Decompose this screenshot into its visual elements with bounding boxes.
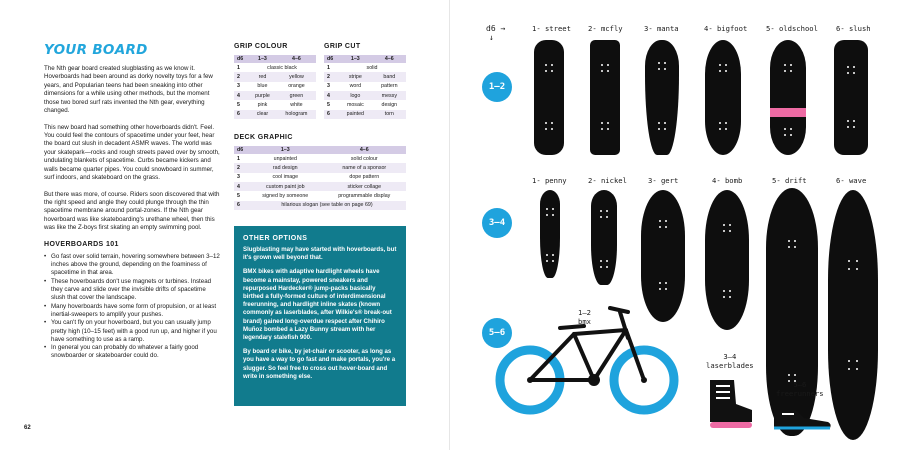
board-bomb-deck	[705, 190, 749, 330]
board-drift-deck	[766, 188, 818, 436]
bullet-item: • Go fast over solid terrain, hovering somewhere between 3–12 inches above the ground, depending on the foaminess of spacetime in that area.	[44, 253, 220, 278]
table-cell: 6	[234, 110, 248, 119]
hoverboards-bullet-list	[44, 253, 220, 361]
table-row	[234, 100, 316, 109]
table-cell: stripe	[338, 72, 373, 81]
table-cell: 5	[234, 100, 248, 109]
table-cell: 6	[324, 110, 338, 119]
table-header: d6	[234, 55, 248, 63]
table-cell: cool image	[248, 173, 323, 182]
intro-paragraph-1: The Nth gear board created slugblasting as we know it. Hoverboards had been around as dorky novelty toys for a few years, and Popularian teens had been sneaking into other dimensions for a while using other methods, but the moment those two bored surf rats invented the Nth gear, everything changed.	[44, 65, 213, 115]
table-row	[234, 110, 316, 119]
table-row	[234, 201, 406, 210]
table-cell: word	[338, 82, 373, 91]
board-label-drift: 5- drift	[772, 176, 807, 185]
table-cell: band	[373, 72, 406, 81]
table-header: d6	[324, 55, 338, 63]
grip-colour-table	[234, 43, 316, 119]
table-cell: green	[277, 91, 316, 100]
table-cell: white	[277, 100, 316, 109]
table-row	[324, 72, 406, 81]
freerunners-label-text: 5–6 freerunners	[776, 380, 824, 398]
d6-marker-label: d6 →	[486, 24, 506, 33]
table-header: 1–3	[338, 55, 373, 63]
table-cell: red	[248, 72, 277, 81]
table-cell: design	[373, 100, 406, 109]
table-row	[324, 63, 406, 72]
table-cell: purple	[248, 91, 277, 100]
table-row	[234, 82, 316, 91]
table-cell: 5	[324, 100, 338, 109]
table-cell: 4	[234, 182, 248, 191]
table-cell: 3	[324, 82, 338, 91]
bullet-item: • Many hoverboards have some form of propulsion, or at least inertial-sweepers to amplify your pushes.	[44, 303, 220, 320]
board-label-slush: 6- slush	[836, 24, 871, 33]
board-oldschool-deck	[770, 40, 806, 155]
intro-paragraph-2: This new board had something other hoverboards didn't. Feel. You could feel the contours of spacetime under your feet, hear the board cut slush in decadent ASMR waves. The world was your skatepark—rocks and rough streets paved over by smooth, undulating blankets of spacetime. Curbs became kickers and walls became quarter pipes. You could snowboard in summer, surf indoors, and skateboard on the grass.	[44, 123, 220, 182]
table-row	[234, 72, 316, 81]
table-cell: unpainted	[248, 154, 323, 163]
d6-marker	[486, 24, 505, 42]
table-header: 4–6	[373, 55, 406, 63]
board-label-bigfoot: 4- bigfoot	[704, 24, 748, 33]
intro-paragraph-3: But there was more, of course. Riders soon discovered that with the right speed and angle they could plunge through the thin spacetime membrane around portal-zones. If the Nth gear hoverboard was like skateboarding's urethane wheel, then this was like the Z-boys first skating an empty swimming pool.	[44, 190, 220, 232]
board-label-street: 1- street	[532, 24, 571, 33]
laserblades-label	[706, 352, 754, 370]
down-arrow-icon: ↓	[489, 33, 494, 42]
table-cell: name of a sponsor	[323, 163, 406, 172]
right-page	[450, 0, 900, 450]
table-cell: torn	[373, 110, 406, 119]
table-cell: 3	[234, 173, 248, 182]
other-options-title: OTHER OPTIONS	[243, 235, 308, 242]
table-row	[324, 82, 406, 91]
table-row	[234, 173, 406, 182]
table-cell: dope pattern	[323, 173, 406, 182]
table-row	[234, 154, 406, 163]
table-cell: hilarious slogan (see table on page 69)	[248, 201, 406, 210]
table-cell: custom paint job	[248, 182, 323, 191]
table-row	[324, 91, 406, 100]
table-cell: yellow	[277, 72, 316, 81]
grip-stripe-pink	[770, 108, 806, 117]
row-circle-5-6: 5–6	[482, 318, 512, 348]
table-cell: sticker collage	[323, 182, 406, 191]
bullet-item: • You can't fly on your hoverboard, but you can usually jump pretty high (10–15 feet) with a good run up, and higher if you have something to use as a ramp.	[44, 319, 220, 344]
row-circle-3-4: 3–4	[482, 208, 512, 238]
board-label-bomb: 4- bomb	[712, 176, 743, 185]
deck-graphic-table	[234, 134, 406, 210]
table-cell: 1	[324, 63, 338, 72]
table-cell: programmable display	[323, 191, 406, 200]
table-row	[324, 110, 406, 119]
table-row	[234, 91, 316, 100]
board-label-manta: 3- manta	[644, 24, 679, 33]
table-cell: solid	[338, 63, 406, 72]
bmx-label	[578, 308, 591, 326]
table-cell: 3	[234, 82, 248, 91]
other-options-box	[234, 226, 406, 406]
table-row	[234, 163, 406, 172]
table-cell: hologram	[277, 110, 316, 119]
table-cell: 4	[234, 91, 248, 100]
table-row	[234, 191, 406, 200]
other-options-paragraph-2: BMX bikes with adaptive hardlight wheels have become a mainstay, powered sneakers and repurposed Hardecker® jump-packs basically birthed a fully-formed culture of interdimensional freerunning, and hardlight inline skates (known commonly as laserblades, after Wilkie's® break-out brand) gained long-overdue respect after Chihiro Muñoz bombed a Lazy Bunny stream with her legendary stalefish 900.	[243, 268, 392, 342]
board-penny-deck	[540, 190, 560, 278]
table-row	[234, 182, 406, 191]
table-cell: 1	[234, 63, 248, 72]
board-label-wave: 6- wave	[836, 176, 867, 185]
table-cell: pattern	[373, 82, 406, 91]
bullet-item: • These hoverboards don't use magnets or turbines. Instead they carve and slide over the invisible drifts of spacetime slush that cover the landscape.	[44, 278, 220, 303]
table-cell: 5	[234, 191, 248, 200]
table-cell: signed by someone	[248, 191, 323, 200]
table-title: GRIP COLOUR	[234, 43, 288, 50]
grip-cut-table	[324, 43, 406, 119]
hoverboards-101-heading: HOVERBOARDS 101	[44, 240, 119, 248]
board-label-mcfly: 2- mcfly	[588, 24, 623, 33]
board-slush-deck	[834, 40, 868, 155]
table-cell: pink	[248, 100, 277, 109]
table-cell: clear	[248, 110, 277, 119]
board-mcfly-deck	[590, 40, 620, 155]
table-cell: solid colour	[323, 154, 406, 163]
table-cell: blue	[248, 82, 277, 91]
table-cell: orange	[277, 82, 316, 91]
table-cell: 2	[234, 72, 248, 81]
other-options-paragraph-3: By board or bike, by jet-chair or scooter, as long as you have a way to go fast and make portals, you're a slugger. So feel free to cross out hover-board and write in something else.	[243, 348, 396, 380]
table-cell: 6	[234, 201, 248, 210]
laserblades-illustration	[704, 376, 758, 430]
board-nickel-deck	[591, 190, 617, 285]
row-circle-1-2: 1–2	[482, 72, 512, 102]
table-cell: 4	[324, 91, 338, 100]
intro-column	[44, 42, 220, 361]
table-header: d6	[234, 146, 248, 154]
board-label-gert: 3- gert	[648, 176, 679, 185]
board-street-deck	[534, 40, 564, 155]
laserblades-label-text: 3–4 laserblades	[706, 352, 754, 370]
table-header: 4–6	[323, 146, 406, 154]
table-header: 4–6	[277, 55, 316, 63]
table-cell: rad design	[248, 163, 323, 172]
table-cell: classic black	[248, 63, 316, 72]
table-cell: logo	[338, 91, 373, 100]
table-cell: painted	[338, 110, 373, 119]
table-cell: 2	[234, 163, 248, 172]
other-options-paragraph-1: Slugblasting may have started with hoverboards, but it's grown well beyond that.	[243, 246, 397, 262]
board-bigfoot-deck	[705, 40, 741, 155]
table-row	[324, 100, 406, 109]
table-title: DECK GRAPHIC	[234, 134, 293, 141]
board-label-oldschool: 5- oldschool	[766, 24, 818, 33]
freerunners-label	[776, 380, 824, 398]
board-manta-deck	[645, 40, 679, 155]
page-title: YOUR BOARD	[44, 42, 148, 58]
board-wave-deck	[828, 190, 878, 440]
table-row	[234, 63, 316, 72]
page-number: 62	[24, 425, 31, 431]
table-title: GRIP CUT	[324, 43, 361, 50]
table-cell: 2	[324, 72, 338, 81]
board-label-penny: 1- penny	[532, 176, 567, 185]
table-cell: 1	[234, 154, 248, 163]
bullet-item: • In general you can probably do whatever a fairly good snowboarder or skateboarder could do.	[44, 344, 220, 361]
freerunners-sneaker-illustration	[770, 404, 834, 432]
table-cell: messy	[373, 91, 406, 100]
table-cell: mosaic	[338, 100, 373, 109]
bmx-bike-illustration	[494, 290, 690, 420]
table-header: 1–3	[248, 146, 323, 154]
bmx-label-text: 1–2 bmx	[578, 308, 591, 326]
board-label-nickel: 2- nickel	[588, 176, 627, 185]
table-header: 1–3	[248, 55, 277, 63]
